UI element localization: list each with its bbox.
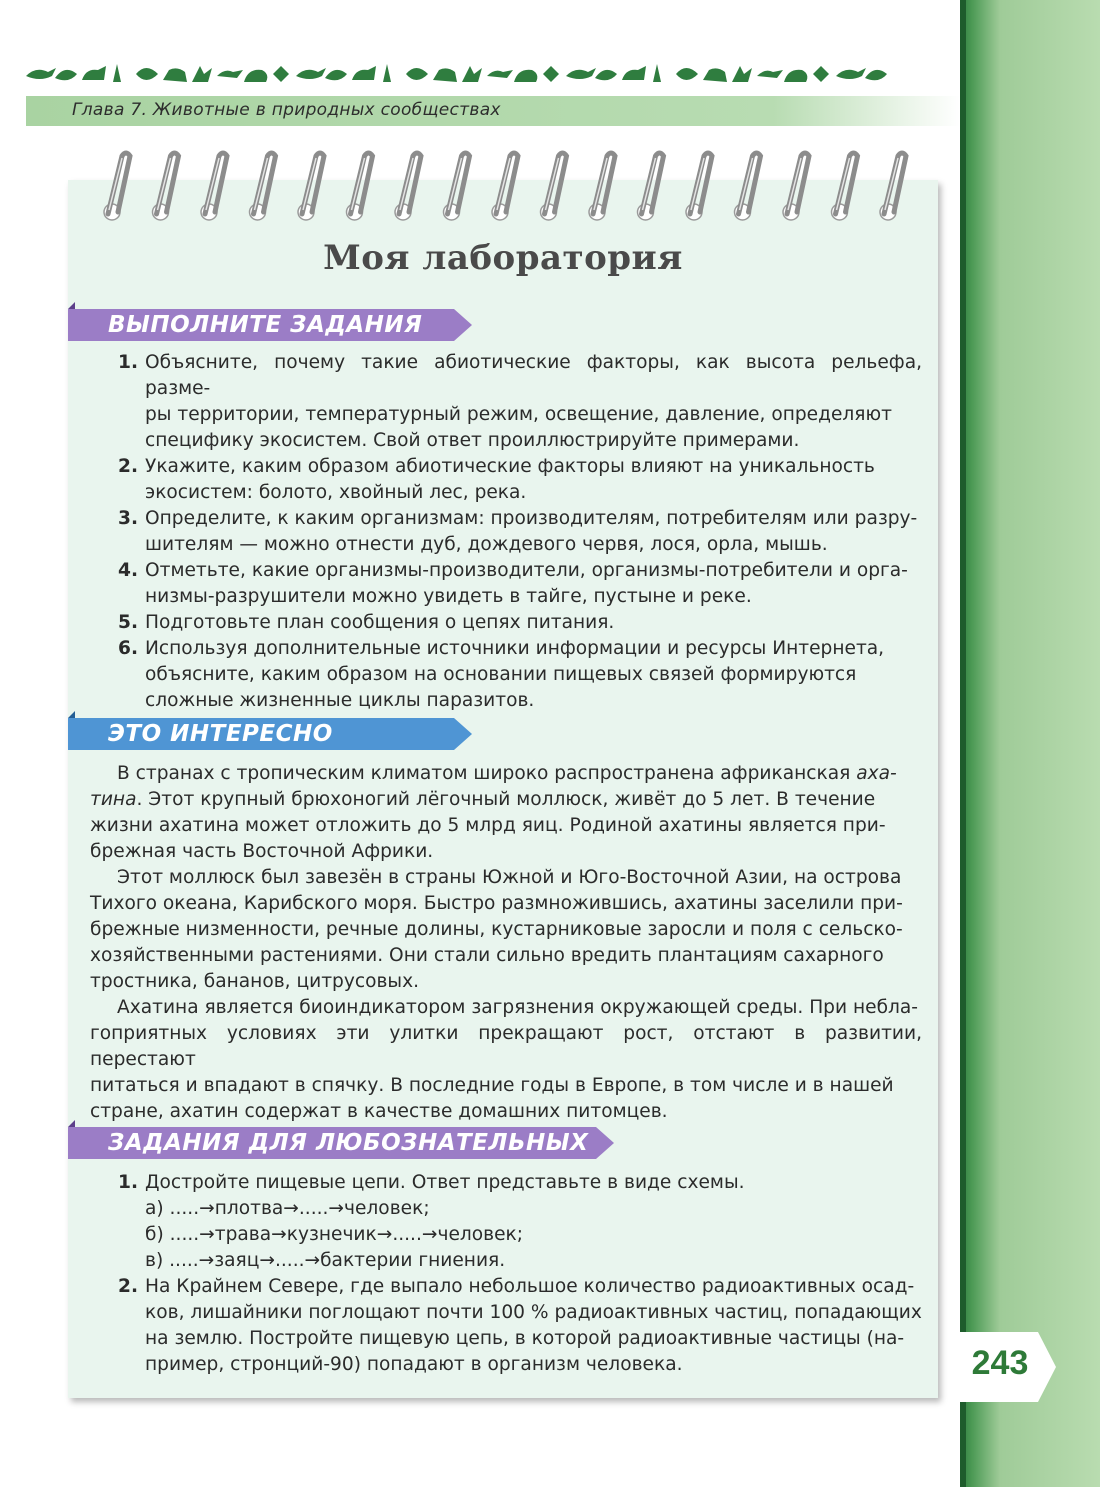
animal-silhouette [163, 68, 187, 82]
text-run: брежная часть Восточной Африки. [90, 841, 434, 862]
spiral-ring [492, 153, 518, 220]
text-run: . Этот крупный брюхоногий лёгочный моллюск, живёт до 5 лет. В течение [136, 789, 876, 810]
food-chain-list [118, 1196, 922, 1274]
chapter-title: Глава 7. Животные в природных сообществах [72, 100, 501, 120]
text-run: Ахатина является биоиндикатором загрязнения окружающей среды. При небла- [117, 997, 919, 1018]
spiral-ring [444, 153, 470, 220]
spiral-ring [250, 153, 276, 220]
section-heading-interesting: ЭТО ИНТЕРЕСНО [68, 718, 454, 750]
animal-silhouettes-icon [26, 58, 896, 90]
item-line: сложные жизненные циклы паразитов. [145, 690, 535, 711]
animal-silhouette [651, 64, 663, 82]
item-line: ры территории, температурный режим, освещение, давление, определяют [145, 404, 892, 425]
item-line: пример, стронций-90) попадают в организм человека. [145, 1354, 683, 1375]
text-run: тростника, бананов, цитрусовых. [90, 971, 420, 992]
interesting-text [90, 761, 922, 1125]
item-number: 6. [118, 638, 139, 659]
item-line: Достройте пищевые цепи. Ответ представьте в виде схемы. [145, 1172, 745, 1193]
item-number: 4. [118, 560, 139, 581]
section-heading-tasks: ВЫПОЛНИТЕ ЗАДАНИЯ [68, 309, 454, 341]
text-run: питаться и впадают в спячку. В последние годы в Европе, в том числе и в нашей [90, 1075, 894, 1096]
item-line: Используя дополнительные источники информации и ресурсы Интернета, [145, 638, 885, 659]
paragraph [90, 865, 922, 995]
list-item [118, 636, 922, 714]
list-item [118, 1170, 922, 1196]
curious-list [118, 1170, 922, 1378]
spiral-ring [104, 153, 130, 220]
side-stripe [960, 0, 1100, 1487]
item-line: Объясните, почему такие абиотические факторы, как высота рельефа, разме- [145, 352, 922, 399]
animal-silhouette [676, 68, 698, 80]
page-number: 243 [971, 1344, 1029, 1382]
item-line: специфику экосистем. Свой ответ проиллюстрируйте примерами. [145, 430, 800, 451]
spiral-ring [298, 153, 324, 220]
animal-silhouette [192, 66, 212, 82]
list-item [118, 610, 922, 636]
card-title: Моя лаборатория [323, 238, 683, 278]
animal-silhouette [703, 68, 727, 82]
animal-silhouette [865, 64, 889, 80]
animal-silhouette [136, 68, 158, 80]
animal-silhouette [406, 68, 428, 80]
text-run-italic: аха- [856, 763, 897, 784]
animal-silhouette [543, 62, 559, 86]
list-item [118, 350, 922, 454]
item-line: ков, лишайники поглощают почти 100 % радиоактивных частиц, попадающих [145, 1302, 922, 1323]
food-chain: б) .....→трава→кузнечик→.....→человек; [145, 1224, 524, 1245]
food-chain: а) .....→плотва→.....→человек; [145, 1198, 430, 1219]
text-run: гоприятных условиях эти улитки прекращают рост, отстают в развитии, перестают [90, 1023, 922, 1070]
paragraph [90, 761, 922, 865]
item-line: объясните, каким образом на основании пищевых связей формируются [145, 664, 857, 685]
animal-silhouette [487, 70, 513, 78]
section-heading-curious: ЗАДАНИЯ ДЛЯ ЛЮБОЗНАТЕЛЬНЫХ [68, 1127, 596, 1159]
stripe-edge [960, 0, 966, 1487]
animal-silhouette [836, 68, 866, 79]
animal-silhouette [566, 68, 596, 79]
text-run: брежные низменности, речные долины, кустарниковые заросли и поля с сельско- [90, 919, 903, 940]
item-line: Подготовьте план сообщения о цепях питания. [145, 612, 615, 633]
animal-silhouette [26, 68, 56, 79]
spiral-ring [201, 153, 227, 220]
item-number: 5. [118, 612, 139, 633]
animal-silhouette [433, 68, 457, 82]
animal-silhouette [217, 70, 243, 78]
spiral-rings-icon [100, 150, 940, 230]
text-run: Тихого океана, Карибского моря. Быстро размножившись, ахатины заселили при- [90, 893, 903, 914]
animal-silhouette [622, 66, 646, 80]
food-chain: в) .....→заяц→.....→бактерии гниения. [145, 1250, 506, 1271]
item-number: 2. [118, 1276, 139, 1297]
tasks-list [118, 350, 922, 714]
animal-silhouette [784, 70, 807, 82]
paragraph [90, 995, 922, 1125]
text-run: жизни ахатина может отложить до 5 млрд яиц. Родиной ахатины является при- [90, 815, 886, 836]
item-line: экосистем: болото, хвойный лес, река. [145, 482, 527, 503]
item-line: на землю. Постройте пищевую цепь, в которой радиоактивные частицы (на- [145, 1328, 905, 1349]
spiral-ring [541, 153, 567, 220]
item-line: Укажите, каким образом абиотические факторы влияют на уникальность [145, 456, 875, 477]
animal-silhouettes-row [26, 58, 896, 90]
item-number: 3. [118, 508, 139, 529]
spiral-ring [880, 153, 906, 220]
animal-silhouette [296, 68, 326, 79]
animal-silhouette [273, 62, 289, 86]
item-line: На Крайнем Севере, где выпало небольшое количество радиоактивных осад- [145, 1276, 915, 1297]
animal-silhouette [813, 62, 829, 86]
spiral-ring [347, 153, 373, 220]
item-line: Отметьте, какие организмы-производители, организмы-потребители и орга- [145, 560, 908, 581]
item-line: низмы-разрушители можно увидеть в тайге, пустыне и реке. [145, 586, 752, 607]
animal-silhouette [244, 70, 267, 82]
animal-silhouette [757, 70, 783, 78]
list-item [118, 1274, 922, 1378]
text-run: Этот моллюск был завезён в страны Южной и Юго-Восточной Азии, на острова [117, 867, 902, 888]
chapter-header [26, 96, 960, 126]
animal-silhouette [55, 64, 79, 80]
animal-silhouette [325, 64, 349, 80]
item-number: 1. [118, 352, 139, 373]
list-item [118, 558, 922, 610]
animal-silhouette [514, 70, 537, 82]
animal-silhouette [352, 66, 376, 80]
spiral-ring [395, 153, 421, 220]
item-line: шителям — можно отнести дуб, дождевого червя, лося, орла, мышь. [145, 534, 828, 555]
text-run: стране, ахатин содержат в качестве домашних питомцев. [90, 1101, 668, 1122]
list-item [118, 454, 922, 506]
spiral-ring [832, 153, 858, 220]
item-number: 1. [118, 1172, 139, 1193]
list-item [118, 506, 922, 558]
item-line: Определите, к каким организмам: производителям, потребителям или разру- [145, 508, 918, 529]
animal-silhouette [111, 64, 123, 82]
animal-silhouette [462, 66, 482, 82]
text-run: В странах с тропическим климатом широко распространена африканская [117, 763, 857, 784]
spiral-ring [153, 153, 179, 220]
text-run: хозяйственными растениями. Они стали сильно вредить плантациям сахарного [90, 945, 884, 966]
animal-silhouette [732, 66, 752, 82]
spiral-ring [735, 153, 761, 220]
spiral-ring [589, 153, 615, 220]
spiral-ring [783, 153, 809, 220]
spiral-ring [686, 153, 712, 220]
animal-silhouette [82, 66, 106, 80]
text-run-italic: тина [90, 789, 137, 810]
spiral-ring [638, 153, 664, 220]
animal-silhouette [381, 64, 393, 82]
animal-silhouette [595, 64, 619, 80]
item-number: 2. [118, 456, 139, 477]
